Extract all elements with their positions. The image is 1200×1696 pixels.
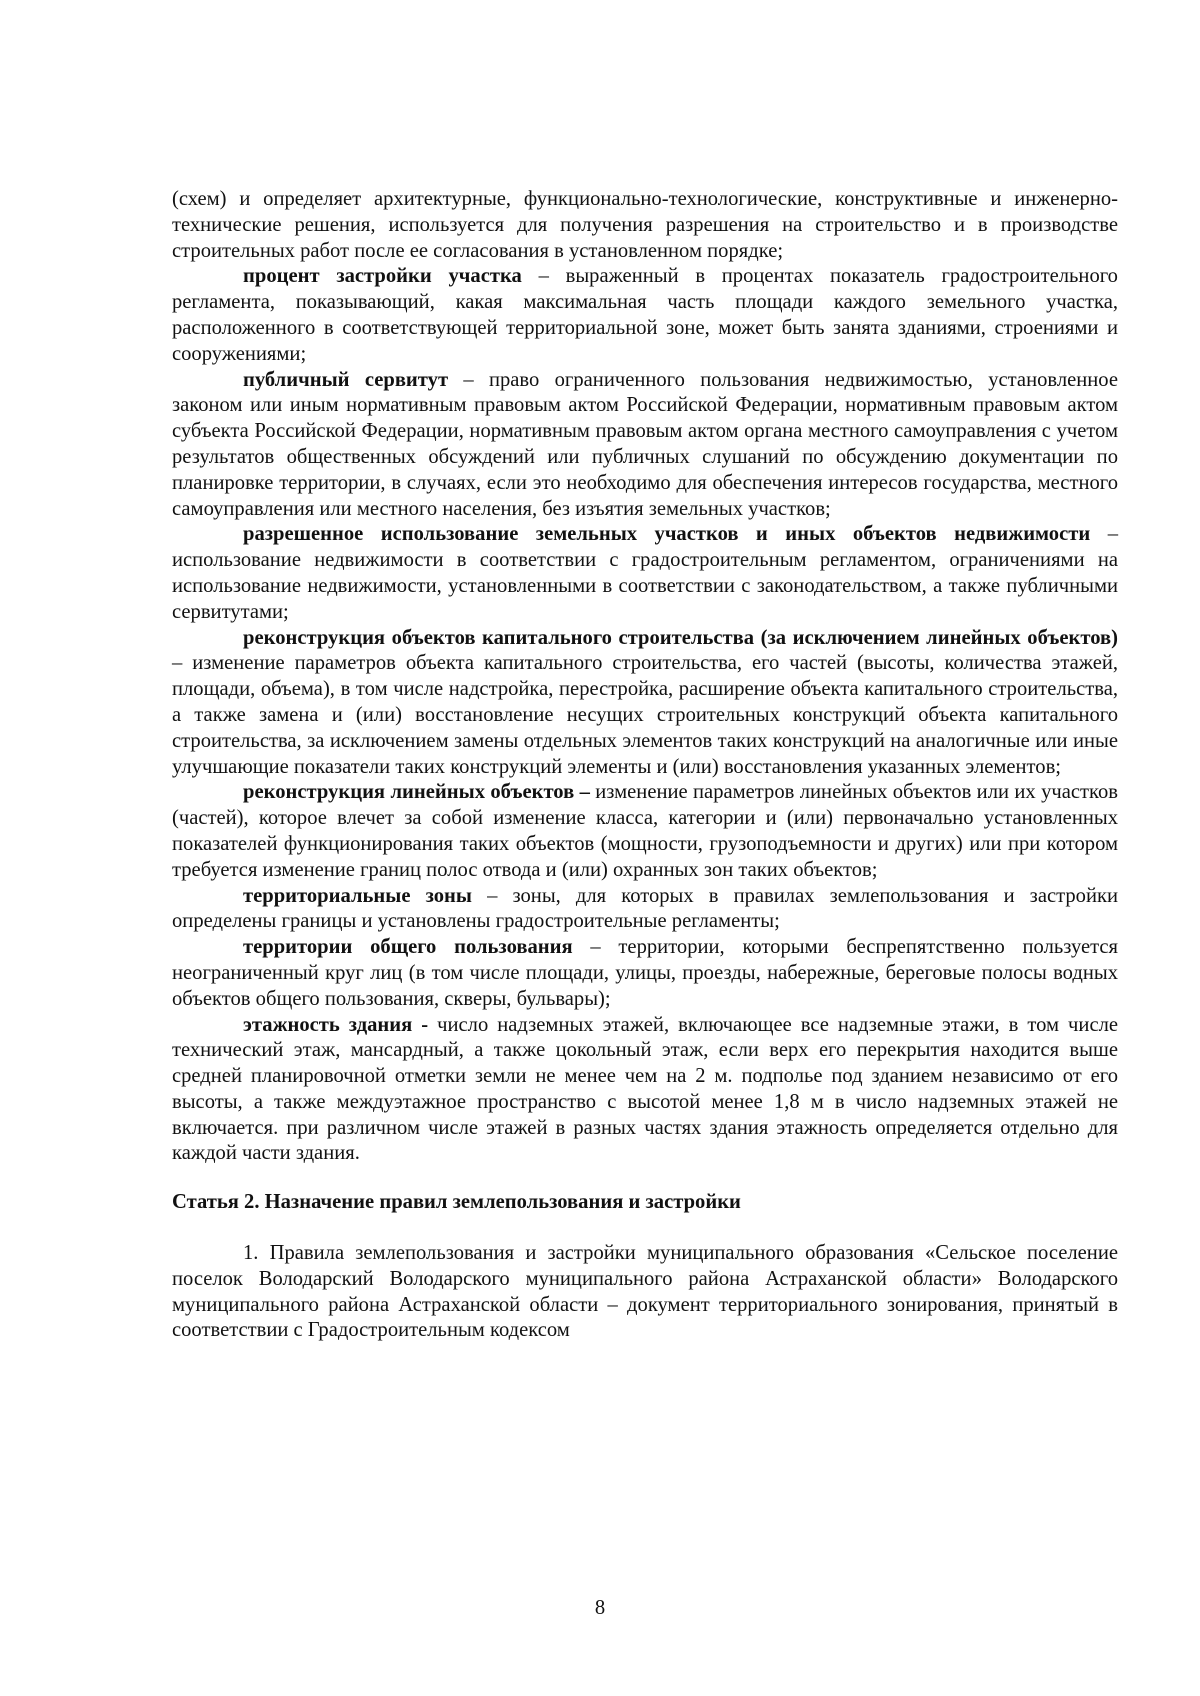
definition-text: изменение параметров линейных объектов или их участков (частей), которое влечет за собой изменение класса, категории и (или) первоначально установленных показателей функционирования таких объектов (мощности, грузоподъемности и других) или при котором требуется изменение границ полос отвода и (или) охранных зон таких объектов;	[172, 781, 1118, 881]
definition-paragraph-building-percentage	[172, 264, 1118, 367]
definition-paragraph-public-easement	[172, 368, 1118, 523]
definition-term: разрешенное использование земельных участков и иных объектов недвижимости	[243, 523, 1091, 546]
definition-paragraph-building-floors	[172, 1013, 1118, 1168]
definition-text: – зоны, для которых в правилах землепользования и застройки определены границы и установлены градостроительные регламенты;	[172, 884, 1118, 933]
definition-term: реконструкция объектов капитального строительства (за исключением линейных объектов)	[243, 626, 1118, 649]
definition-text: – использование недвижимости в соответствии с градостроительным регламентом, ограничениями на использование недвижимости, установленными в соответствии с законодательством, а также публичными сервитутами;	[172, 523, 1118, 623]
definition-text: – право ограниченного пользования недвижимостью, установленное законом или иным нормативным правовым актом Российской Федерации, нормативным правовым актом субъекта Российской Федерации, нормативным правовым актом органа местного самоуправления с учетом результатов общественных обсуждений или публичных слушаний по обсуждению документации по планировке территории, в случаях, если это необходимо для обеспечения интересов государства, местного самоуправления или местного населения, без изъятия земельных участков;	[172, 368, 1118, 520]
definition-term: реконструкция линейных объектов –	[243, 781, 590, 804]
page-number: 8	[594, 1597, 606, 1619]
definition-term: процент застройки участка	[243, 265, 522, 288]
definition-text: – территории, которыми беспрепятственно пользуется неограниченный круг лиц (в том числе площади, улицы, проезды, набережные, береговые полосы водных объектов общего пользования, скверы, бульвары);	[172, 936, 1118, 1010]
definition-term: территории общего пользования	[243, 936, 573, 959]
definition-paragraph-capital-reconstruction	[172, 626, 1118, 781]
document-body	[172, 187, 1118, 1344]
definition-paragraph-permitted-use	[172, 522, 1118, 625]
definition-term: территориальные зоны	[243, 884, 472, 907]
definition-term: этажность здания -	[243, 1013, 429, 1036]
definition-text: число надземных этажей, включающее все надземные этажи, в том числе технический этаж, мансардный, а также цокольный этаж, если верх его перекрытия находится выше средней планировочной отметки земли не менее чем на 2 м. подполье под зданием независимо от его высоты, а также междуэтажное пространство с высотой менее 1,8 м в число надземных этажей не включается. при различном числе этажей в разных частях здания этажность определяется отдельно для каждой части здания.	[172, 1013, 1118, 1165]
definition-text: – выраженный в процентах показатель градостроительного регламента, показывающий, какая максимальная часть площади каждого земельного участка, расположенного в соответствующей территориальной зоне, может быть занята зданиями, строениями и сооружениями;	[172, 265, 1118, 365]
definition-paragraph-territorial-zones	[172, 884, 1118, 936]
continuation-paragraph: (схем) и определяет архитектурные, функционально-технологические, конструктивные и инженерно-технические решения, используется для получения разрешения на строительство и в производстве строительных работ после ее согласования в установленном порядке;	[172, 188, 1118, 262]
definition-paragraph-linear-reconstruction	[172, 780, 1118, 883]
article-heading: Статья 2. Назначение правил землепользования и застройки	[172, 1191, 741, 1214]
definition-text: – изменение параметров объекта капитального строительства, его частей (высоты, количества этажей, площади, объема), в том числе надстройка, перестройка, расширение объекта капитального строительства, а также замена и (или) восстановление несущих строительных конструкций объекта капитального строительства, за исключением замены отдельных элементов таких конструкций на аналогичные или иные улучшающие показатели таких конструкций элементы и (или) восстановления указанных элементов;	[172, 652, 1118, 778]
article-paragraph: 1. Правила землепользования и застройки муниципального образования «Сельское поселение поселок Володарский Володарского муниципального района Астраханской области» Володарского муниципального района Астраханской области – документ территориального зонирования, принятый в соответствии с Градостроительным кодексом	[172, 1242, 1118, 1342]
definition-paragraph-public-territories	[172, 935, 1118, 1012]
definition-term: публичный сервитут	[243, 368, 449, 391]
